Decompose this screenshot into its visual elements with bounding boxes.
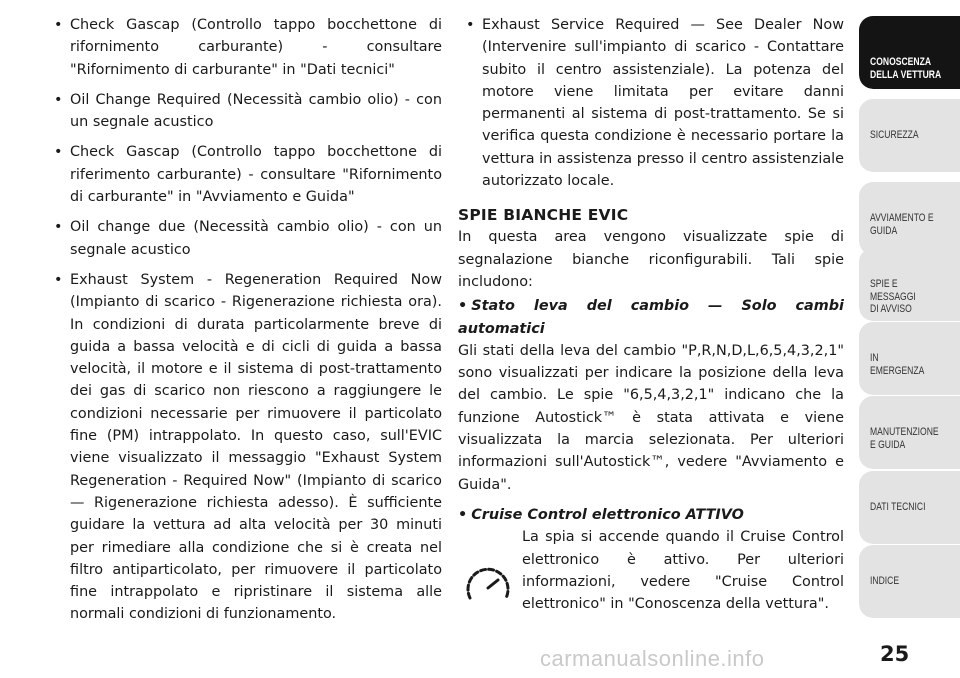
section-intro: In questa area vengono visualizzate spie di segnalazione bianche riconfigurabili. Tali spie includono: xyxy=(458,229,844,290)
tab-sicurezza[interactable] xyxy=(859,99,960,172)
tab-conoscenza-della-vettura[interactable] xyxy=(859,16,960,89)
left-bullet-list xyxy=(46,14,442,626)
cruise-block xyxy=(458,526,844,615)
list-item: • Check Gascap (Controllo tappo bocchettone di riferimento carburante) - consultare "Rifornimento di carburante" in "Avviamento e Guida" xyxy=(46,141,442,208)
tab-spie-e-messaggi[interactable] xyxy=(859,248,960,321)
left-column xyxy=(46,14,442,634)
speedometer-icon xyxy=(462,564,514,604)
list-item: • Oil Change Required (Necessità cambio olio) - con un segnale acustico xyxy=(46,89,442,134)
watermark: carmanualsonline.info xyxy=(540,646,765,671)
tab-label: CONOSCENZA DELLA VETTURA xyxy=(870,56,942,81)
tab-label: IN EMERGENZA xyxy=(870,352,925,377)
tab-avviamento-e-guida[interactable] xyxy=(859,182,960,255)
section-title: SPIE BIANCHE EVIC xyxy=(458,206,629,225)
list-item: • Check Gascap (Controllo tappo bocchettone di rifornimento carburante) - consultare "Rifornimento di carburante" in "Dati tecnici" xyxy=(46,14,442,81)
right-bullet-list xyxy=(458,14,844,192)
tab-label: MANUTENZIONE E GUIDA xyxy=(870,426,939,451)
gear-text: Gli stati della leva del cambio "P,R,N,D,L,6,5,4,3,2,1" sono visualizzati per indicare la posizione della leva del cambio. Le spie "6,5,4,3,2,1" indicano che la funzione Autostick™ è stata attivata e viene visualizzata la marcia selezionata. Per ulteriori informazioni sull'Autostick™, vedere "Avviamento e Guida". xyxy=(458,342,844,493)
tab-label: SPIE E MESSAGGI DI AVVISO xyxy=(870,278,916,315)
tab-label: DATI TECNICI xyxy=(870,501,926,513)
list-item: • Exhaust System - Regeneration Required Now (Impianto di scarico - Rigenerazione richiesta ora). In condizioni di durata particolarmente breve di guida a bassa velocità e di cicli di guida a bassa velocità, il motore e il sistema di post-trattamento dei gas di scarico non riescono a raggiungere le condizioni necessarie per rimuovere il particolato fine (PM) intrappolato. In questo caso, sull'EVIC viene visualizzato il messaggio "Exhaust System Regeneration - Required Now" (Impianto di scarico — Rigenerazione richiesta adesso). È sufficiente guidare la vettura ad alta velocità per 30 minuti per rimediare alla condizione che si è creata nel filtro antiparticolato, per rimuovere il particolato fine intrappolato e ripristinare il sistema alle normali condizioni di funzionamento. xyxy=(46,269,442,626)
gear-heading-text: Stato leva del cambio — Solo cambi automatici xyxy=(458,298,844,337)
tab-label: AVVIAMENTO E GUIDA xyxy=(870,212,934,237)
gear-heading xyxy=(458,295,844,340)
bullet-dot: • xyxy=(458,298,468,315)
tab-label: INDICE xyxy=(870,575,900,587)
bullet-dot: • xyxy=(458,506,468,523)
page-number: 25 xyxy=(880,642,910,666)
cruise-heading xyxy=(458,504,844,526)
tab-manutenzione-e-guida[interactable] xyxy=(859,396,960,469)
tab-in-emergenza[interactable] xyxy=(859,322,960,395)
cruise-heading-text: Cruise Control elettronico ATTIVO xyxy=(471,506,744,523)
tab-dati-tecnici[interactable] xyxy=(859,471,960,544)
cruise-text: La spia si accende quando il Cruise Control elettronico è attivo. Per ulteriori informazioni, vedere "Cruise Control elettronico" in "Conoscenza della vettura". xyxy=(522,529,844,613)
tab-indice[interactable] xyxy=(859,545,960,618)
right-column xyxy=(458,14,844,615)
list-item: • Exhaust Service Required — See Dealer Now (Intervenire sull'impianto di scarico - Contattare subito il centro assistenziale). La potenza del motore viene limitata per evitare danni permanenti al sistema di post-trattamento. Se si verifica questa condizione è necessario portare la vettura in assistenza presso il centro assistenziale autorizzato locale. xyxy=(458,14,844,192)
tab-label: SICUREZZA xyxy=(870,129,919,141)
list-item: • Oil change due (Necessità cambio olio) - con un segnale acustico xyxy=(46,216,442,261)
